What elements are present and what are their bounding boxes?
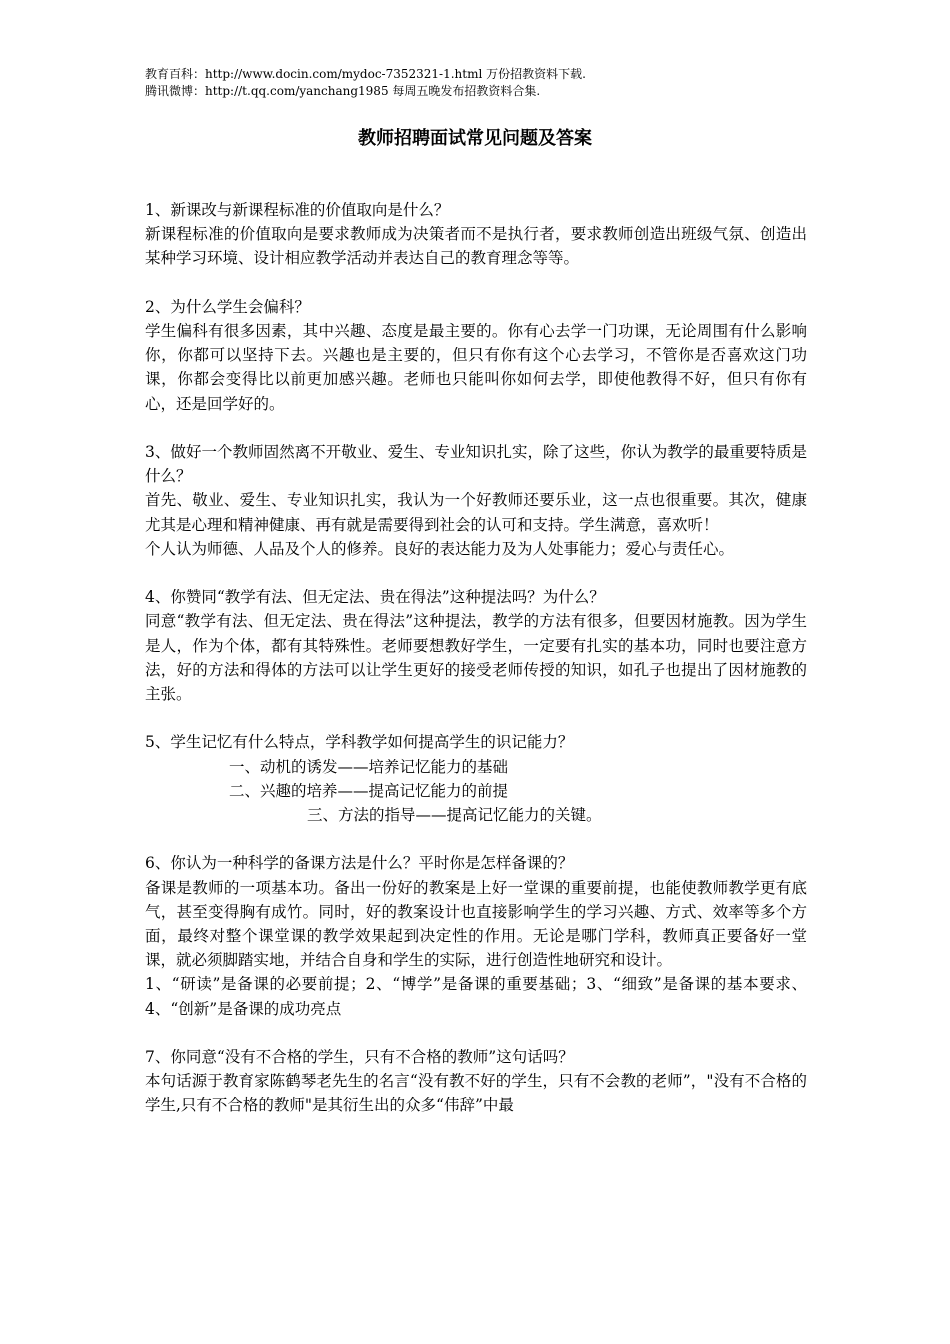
page-header [145, 66, 845, 100]
question-6: 6、你认为一种科学的备课方法是什么？平时你是怎样备课的？ [145, 854, 574, 873]
question-5: 5、学生记忆有什么特点，学科教学如何提高学生的识记能力？ [145, 733, 574, 752]
question-1: 1、新课改与新课程标准的价值取向是什么？ [145, 201, 450, 219]
paragraph-gap [145, 561, 807, 585]
answer-5-point-2: 二、兴趣的培养——提高记忆能力的前提 [229, 781, 509, 800]
paragraph-gap [145, 1021, 807, 1045]
header-line-weibo: 腾讯微博：http://t.qq.com/yanchang1985 每周五晚发布招教资料合集. [145, 84, 541, 98]
answer-5-point-1: 一、动机的诱发——培养记忆能力的基础 [229, 757, 509, 776]
question-3: 3、做好一个教师固然离不开敬业、爱生、专业知识扎实，除了这些，你认为教学的最重要特质是什么？ [145, 443, 807, 486]
document-title: 教师招聘面试常见问题及答案 [358, 128, 592, 149]
answer-6-part-1: 备课是教师的一项基本功。备出一份好的教案是上好一堂课的重要前提，也能使教师教学更有底气，甚至变得胸有成竹。同时，好的教案设计也直接影响学生的学习兴趣、方式、效率等多个方面，最终对整个课堂课的教学效果起到决定性的作用。无论是哪门学科，教师真正要备好一堂课，就必须脚踏实地，并结合自身和学生的实际，进行创造性地研究和设计。 [145, 878, 807, 970]
answer-7: 本句话源于教育家陈鹤琴老先生的名言“没有教不好的学生，只有不会教的老师”，"没有不合格的学生,只有不合格的教师"是其衍生出的众多“伟辞”中最 [145, 1072, 807, 1115]
answer-1: 新课程标准的价值取向是要求教师成为决策者而不是执行者，要求教师创造出班级气氛、创造出某种学习环境、设计相应教学活动并表达自己的教育理念等等。 [145, 225, 807, 268]
question-7: 7、你同意“没有不合格的学生，只有不合格的教师”这句话吗？ [145, 1048, 574, 1067]
header-line-docin: 教育百科：http://www.docin.com/mydoc-7352321-1.html 万份招教资料下载. [145, 67, 586, 81]
answer-3-part-1: 首先、敬业、爱生、专业知识扎实，我认为一个好教师还要乐业，这一点也很重要。其次，健康尤其是心理和精神健康、再有就是需要得到社会的认可和支持。学生满意，喜欢听！ [145, 491, 807, 534]
question-4: 4、你赞同“教学有法、但无定法、贵在得法”这种提法吗？为什么？ [145, 588, 605, 607]
question-2: 2、为什么学生会偏科？ [145, 297, 310, 316]
paragraph-gap [145, 271, 807, 295]
answer-6-part-2: 1、“研读”是备课的必要前提；2、“博学”是备课的重要基础；3、“细致”是备课的基本要求、4、“创新”是备课的成功亮点 [145, 975, 807, 1018]
paragraph-gap [145, 706, 807, 730]
answer-4: 同意“教学有法、但无定法、贵在得法”这种提法，教学的方法有很多，但要因材施教。因为学生是人，作为个体，都有其特殊性。老师要想教好学生，一定要有扎实的基本功，同时也要注意方法，好的方法和得体的方法可以让学生更好的接受老师传授的知识，如孔子也提出了因材施教的主张。 [145, 612, 807, 704]
document-body [145, 198, 807, 1118]
answer-5-point-3: 三、方法的指导——提高记忆能力的关键。 [307, 806, 602, 825]
answer-3-part-2: 个人认为师德、人品及个人的修养。良好的表达能力及为人处事能力；爱心与责任心。 [145, 539, 735, 558]
answer-2: 学生偏科有很多因素，其中兴趣、态度是最主要的。你有心去学一门功课，无论周围有什么影响你，你都可以坚持下去。兴趣也是主要的，但只有你有这个心去学习，不管你是否喜欢这门功课，你都会变得比以前更加感兴趣。老师也只能叫你如何去学，即使他教得不好，但只有你有心，还是回学好的。 [145, 322, 807, 413]
paragraph-gap [145, 416, 807, 440]
paragraph-gap [145, 827, 807, 851]
